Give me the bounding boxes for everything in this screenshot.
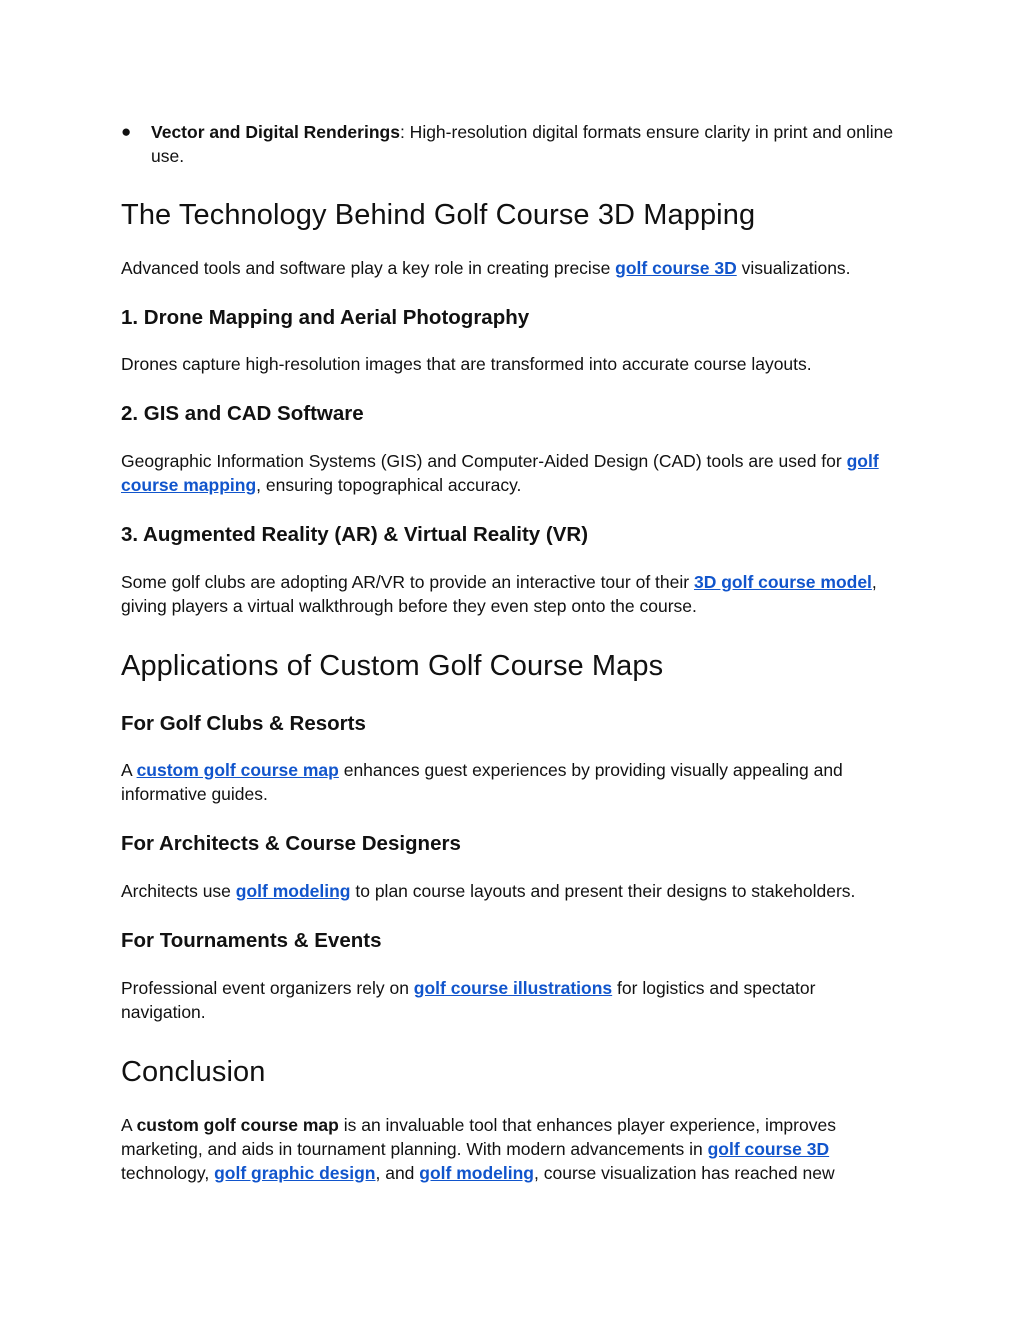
architects-text-start: Architects use	[121, 881, 236, 901]
conclusion-text-4: , and	[375, 1163, 420, 1183]
arvr-text-start: Some golf clubs are adopting AR/VR to provide an interactive tour of their	[121, 572, 694, 592]
conclusion-text-3: technology,	[121, 1163, 215, 1183]
section-heading-conclusion: Conclusion	[121, 1056, 266, 1088]
architects-text	[121, 879, 911, 903]
conclusion-bold-term: custom golf course map	[136, 1115, 339, 1135]
technology-intro	[121, 256, 901, 280]
intro-text: Advanced tools and software play a key role in creating precise	[121, 258, 616, 278]
link-golf-course-3d[interactable]: golf course 3D	[615, 258, 737, 278]
subheading-gis: 2. GIS and CAD Software	[121, 402, 364, 425]
link-golf-course-mapping[interactable]: golf course mapping	[121, 451, 879, 495]
subheading-clubs: For Golf Clubs & Resorts	[121, 712, 366, 735]
link-golf-modeling[interactable]: golf modeling	[235, 881, 351, 901]
gis-text	[121, 449, 901, 497]
conclusion-text-1: A	[121, 1115, 137, 1135]
link-custom-golf-course-map[interactable]: custom golf course map	[136, 760, 339, 780]
bullet-dot-icon: ●	[121, 122, 132, 141]
section-heading-applications: Applications of Custom Golf Course Maps	[121, 650, 664, 682]
clubs-text-start: A	[121, 760, 137, 780]
subheading-architects: For Architects & Course Designers	[121, 832, 461, 855]
link-conclusion-golf-course-3d[interactable]: golf course 3D	[707, 1139, 830, 1159]
conclusion-text-5: , course visualization has reached new	[534, 1163, 835, 1183]
tournaments-text-start: Professional event organizers rely on	[121, 978, 414, 998]
link-conclusion-golf-modeling[interactable]: golf modeling	[419, 1163, 534, 1183]
section-heading-technology: The Technology Behind Golf Course 3D Mapping	[121, 199, 756, 231]
bullet-text: : High-resolution digital formats ensure clarity in print and online use.	[151, 122, 894, 166]
tournaments-text	[121, 976, 901, 1024]
link-golf-graphic-design[interactable]: golf graphic design	[214, 1163, 376, 1183]
link-3d-golf-course-model[interactable]: 3D golf course model	[693, 572, 872, 592]
subheading-arvr: 3. Augmented Reality (AR) & Virtual Reality (VR)	[121, 523, 589, 546]
link-golf-course-illustrations[interactable]: golf course illustrations	[413, 978, 613, 998]
architects-text-end: to plan course layouts and present their designs to stakeholders.	[350, 881, 856, 901]
arvr-text-end: , giving players a virtual walkthrough before they even step onto the course.	[121, 572, 877, 616]
subheading-drone: 1. Drone Mapping and Aerial Photography	[121, 306, 530, 329]
gis-text-end: , ensuring topographical accuracy.	[256, 475, 522, 495]
clubs-text	[121, 758, 901, 806]
gis-text-start: Geographic Information Systems (GIS) and Computer-Aided Design (CAD) tools are used for	[121, 451, 847, 471]
arvr-text	[121, 570, 901, 618]
conclusion-text-2: is an invaluable tool that enhances player experience, improves marketing, and aids in tournament planning. With modern advancements in	[121, 1115, 836, 1159]
clubs-text-end: enhances guest experiences by providing visually appealing and informative guides.	[121, 760, 843, 804]
bullet-term: Vector and Digital Renderings	[151, 122, 400, 142]
bullet-item	[121, 120, 911, 168]
conclusion-text	[121, 1113, 901, 1185]
tournaments-text-end: for logistics and spectator navigation.	[121, 978, 816, 1022]
intro-text-end: visualizations.	[736, 258, 851, 278]
drone-text: Drones capture high-resolution images that are transformed into accurate course layouts.	[121, 354, 812, 374]
subheading-tournaments: For Tournaments & Events	[121, 929, 382, 952]
